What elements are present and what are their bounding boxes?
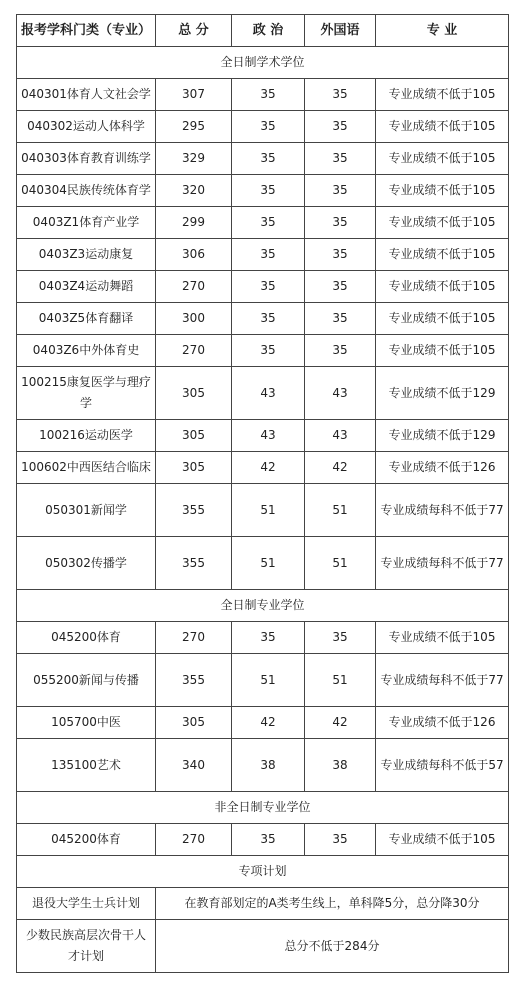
subject-cell: 0403Z3运动康复 [17, 239, 156, 271]
politics-cell: 35 [232, 271, 305, 303]
politics-cell: 51 [232, 654, 305, 707]
major-cell: 专业成绩不低于105 [376, 335, 509, 367]
foreign-cell: 35 [305, 239, 376, 271]
major-cell: 专业成绩不低于126 [376, 707, 509, 739]
politics-cell: 42 [232, 707, 305, 739]
table-row [17, 79, 509, 111]
table-row [17, 484, 509, 537]
table-row [17, 303, 509, 335]
total-cell: 305 [156, 367, 232, 420]
section-title: 非全日制专业学位 [17, 792, 509, 824]
foreign-cell: 43 [305, 420, 376, 452]
politics-cell: 35 [232, 335, 305, 367]
table-row [17, 537, 509, 590]
total-cell: 355 [156, 484, 232, 537]
foreign-cell: 35 [305, 335, 376, 367]
politics-cell: 35 [232, 143, 305, 175]
major-cell: 专业成绩每科不低于57 [376, 739, 509, 792]
subject-cell: 105700中医 [17, 707, 156, 739]
politics-cell: 35 [232, 239, 305, 271]
total-cell: 295 [156, 111, 232, 143]
table-row [17, 367, 509, 420]
header-major: 专 业 [376, 15, 509, 47]
section-title: 全日制专业学位 [17, 590, 509, 622]
total-cell: 340 [156, 739, 232, 792]
subject-cell: 0403Z6中外体育史 [17, 335, 156, 367]
foreign-cell: 35 [305, 79, 376, 111]
foreign-cell: 51 [305, 537, 376, 590]
politics-cell: 51 [232, 537, 305, 590]
major-cell: 专业成绩不低于105 [376, 303, 509, 335]
total-cell: 300 [156, 303, 232, 335]
section-title: 专项计划 [17, 856, 509, 888]
politics-cell: 43 [232, 367, 305, 420]
total-cell: 329 [156, 143, 232, 175]
table-row [17, 175, 509, 207]
foreign-cell: 35 [305, 303, 376, 335]
foreign-cell: 35 [305, 143, 376, 175]
major-cell: 专业成绩不低于105 [376, 824, 509, 856]
total-cell: 270 [156, 335, 232, 367]
table-row [17, 824, 509, 856]
table-row [17, 239, 509, 271]
table-row [17, 452, 509, 484]
major-cell: 专业成绩不低于105 [376, 622, 509, 654]
major-cell: 专业成绩不低于105 [376, 207, 509, 239]
politics-cell: 35 [232, 79, 305, 111]
table-row [17, 207, 509, 239]
header-politics: 政 治 [232, 15, 305, 47]
foreign-cell: 35 [305, 111, 376, 143]
politics-cell: 35 [232, 175, 305, 207]
table-row [17, 335, 509, 367]
section-row [17, 792, 509, 824]
subject-cell: 045200体育 [17, 622, 156, 654]
total-cell: 270 [156, 271, 232, 303]
major-cell: 专业成绩不低于129 [376, 367, 509, 420]
foreign-cell: 38 [305, 739, 376, 792]
subject-cell: 040301体育人文社会学 [17, 79, 156, 111]
header-row [17, 15, 509, 47]
foreign-cell: 35 [305, 824, 376, 856]
score-table [16, 14, 509, 973]
foreign-cell: 35 [305, 175, 376, 207]
table-row [17, 420, 509, 452]
foreign-cell: 42 [305, 707, 376, 739]
politics-cell: 51 [232, 484, 305, 537]
total-cell: 355 [156, 537, 232, 590]
subject-cell: 040304民族传统体育学 [17, 175, 156, 207]
section-title: 全日制学术学位 [17, 47, 509, 79]
major-cell: 专业成绩不低于129 [376, 420, 509, 452]
table-row [17, 739, 509, 792]
foreign-cell: 42 [305, 452, 376, 484]
table-row [17, 143, 509, 175]
politics-cell: 35 [232, 303, 305, 335]
politics-cell: 42 [232, 452, 305, 484]
subject-cell: 045200体育 [17, 824, 156, 856]
total-cell: 305 [156, 452, 232, 484]
subject-cell: 040302运动人体科学 [17, 111, 156, 143]
total-cell: 355 [156, 654, 232, 707]
total-cell: 305 [156, 707, 232, 739]
politics-cell: 35 [232, 207, 305, 239]
major-cell: 专业成绩不低于105 [376, 271, 509, 303]
total-cell: 307 [156, 79, 232, 111]
section-row [17, 590, 509, 622]
foreign-cell: 43 [305, 367, 376, 420]
plan-desc-cell: 在教育部划定的A类考生线上，单科降5分，总分降30分 [156, 888, 509, 920]
table-row [17, 707, 509, 739]
major-cell: 专业成绩不低于105 [376, 175, 509, 207]
foreign-cell: 35 [305, 622, 376, 654]
plan-name-cell: 退役大学生士兵计划 [17, 888, 156, 920]
plan-name-cell: 少数民族高层次骨干人才计划 [17, 920, 156, 973]
politics-cell: 35 [232, 111, 305, 143]
subject-cell: 0403Z1体育产业学 [17, 207, 156, 239]
major-cell: 专业成绩不低于105 [376, 143, 509, 175]
major-cell: 专业成绩每科不低于77 [376, 537, 509, 590]
plan-desc-cell: 总分不低于284分 [156, 920, 509, 973]
total-cell: 270 [156, 622, 232, 654]
section-row [17, 47, 509, 79]
subject-cell: 135100艺术 [17, 739, 156, 792]
total-cell: 270 [156, 824, 232, 856]
table-row [17, 888, 509, 920]
politics-cell: 35 [232, 824, 305, 856]
major-cell: 专业成绩不低于105 [376, 239, 509, 271]
section-row [17, 856, 509, 888]
subject-cell: 100215康复医学与理疗学 [17, 367, 156, 420]
subject-cell: 100602中西医结合临床 [17, 452, 156, 484]
subject-cell: 050301新闻学 [17, 484, 156, 537]
table-row [17, 622, 509, 654]
total-cell: 306 [156, 239, 232, 271]
foreign-cell: 35 [305, 207, 376, 239]
header-subject: 报考学科门类（专业） [17, 15, 156, 47]
politics-cell: 35 [232, 622, 305, 654]
foreign-cell: 35 [305, 271, 376, 303]
table-row [17, 654, 509, 707]
politics-cell: 38 [232, 739, 305, 792]
header-total: 总 分 [156, 15, 232, 47]
politics-cell: 43 [232, 420, 305, 452]
subject-cell: 055200新闻与传播 [17, 654, 156, 707]
foreign-cell: 51 [305, 654, 376, 707]
total-cell: 299 [156, 207, 232, 239]
major-cell: 专业成绩不低于126 [376, 452, 509, 484]
total-cell: 305 [156, 420, 232, 452]
table-row [17, 111, 509, 143]
total-cell: 320 [156, 175, 232, 207]
subject-cell: 040303体育教育训练学 [17, 143, 156, 175]
major-cell: 专业成绩每科不低于77 [376, 654, 509, 707]
major-cell: 专业成绩不低于105 [376, 79, 509, 111]
table-row [17, 271, 509, 303]
header-foreign: 外国语 [305, 15, 376, 47]
subject-cell: 0403Z5体育翻译 [17, 303, 156, 335]
foreign-cell: 51 [305, 484, 376, 537]
subject-cell: 100216运动医学 [17, 420, 156, 452]
table-row [17, 920, 509, 973]
major-cell: 专业成绩不低于105 [376, 111, 509, 143]
subject-cell: 050302传播学 [17, 537, 156, 590]
subject-cell: 0403Z4运动舞蹈 [17, 271, 156, 303]
major-cell: 专业成绩每科不低于77 [376, 484, 509, 537]
